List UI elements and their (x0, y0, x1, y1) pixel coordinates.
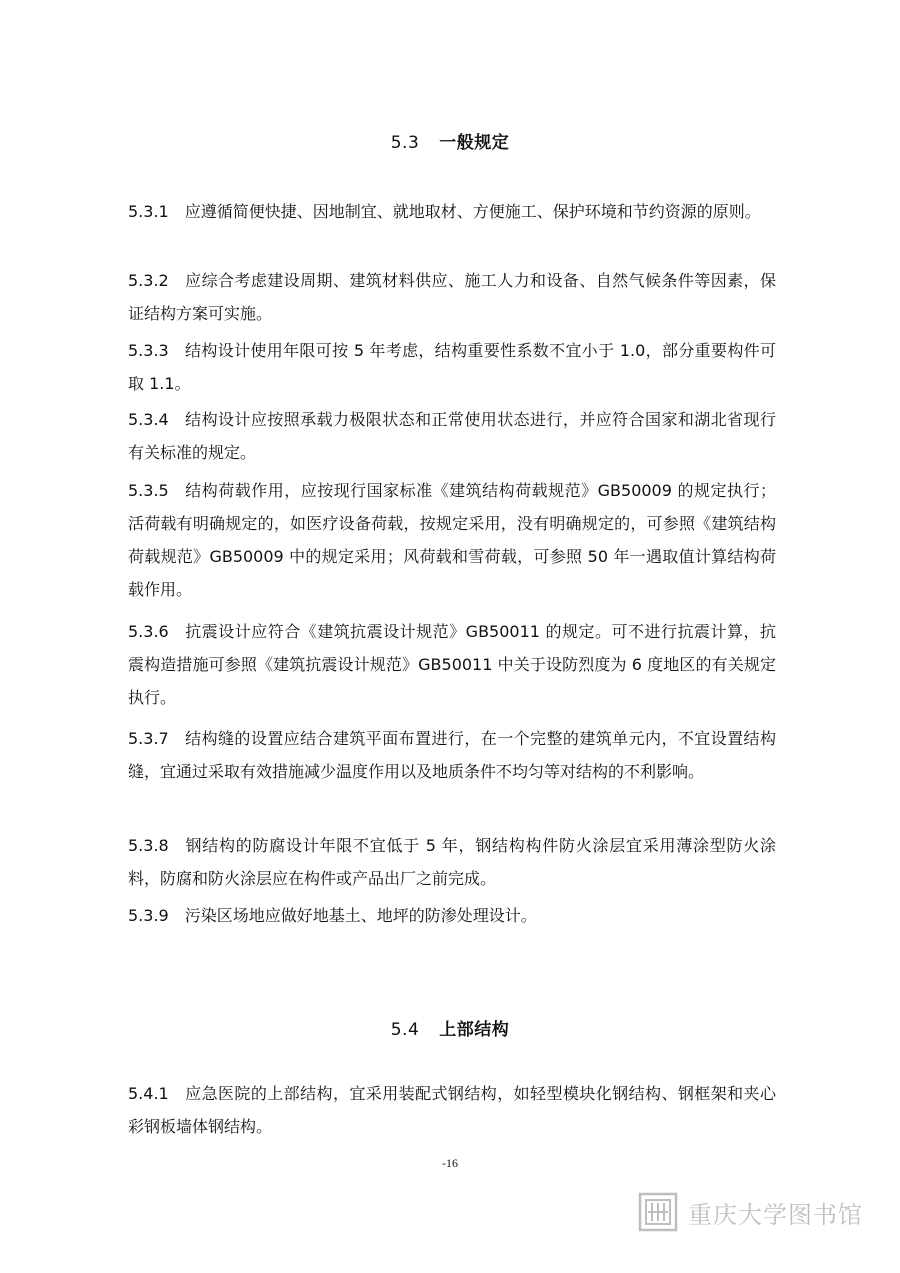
section-title: 上部结构 (439, 1020, 510, 1040)
watermark (638, 1192, 863, 1232)
clause-5-3-5 (128, 474, 776, 606)
clause-number: 5.3.9 (128, 906, 169, 925)
library-logo-icon (638, 1192, 678, 1232)
clause-5-3-2 (128, 264, 776, 330)
clause-number: 5.3.7 (128, 729, 169, 748)
clause-text: 结构缝的设置应结合建筑平面布置进行，在一个完整的建筑单元内，不宜设置结构缝，宜通过采取有效措施减少温度作用以及地质条件不均匀等对结构的不利影响。 (128, 729, 776, 781)
section-title: 一般规定 (439, 133, 510, 153)
clause-number: 5.3.6 (128, 622, 169, 641)
section-heading-5-3 (0, 128, 900, 153)
clause-number: 5.3.2 (128, 271, 169, 290)
clause-number: 5.4.1 (128, 1084, 169, 1103)
clause-number: 5.3.8 (128, 836, 169, 855)
clause-text: 结构设计使用年限可按 5 年考虑，结构重要性系数不宜小于 1.0，部分重要构件可取 1.1。 (128, 341, 776, 393)
clause-text: 结构荷载作用，应按现行国家标准《建筑结构荷载规范》GB50009 的规定执行；活荷载有明确规定的，如医疗设备荷载，按规定采用，没有明确规定的，可参照《建筑结构荷载规范》GB50009 中的规定采用；风荷载和雪荷载，可参照 50 年一遇取值计算结构荷载作用。 (128, 481, 776, 599)
clause-number: 5.3.4 (128, 410, 169, 429)
clause-number: 5.3.1 (128, 202, 169, 221)
clause-5-3-1 (128, 195, 776, 228)
clause-5-3-6 (128, 615, 776, 714)
clause-5-3-9 (128, 899, 776, 932)
clause-number: 5.3.5 (128, 481, 169, 500)
clause-5-3-4 (128, 403, 776, 469)
watermark-text: 重庆大学图书馆 (688, 1200, 863, 1229)
clause-text: 结构设计应按照承载力极限状态和正常使用状态进行，并应符合国家和湖北省现行有关标准的规定。 (128, 410, 776, 462)
page-number: -16 (442, 1156, 458, 1170)
clause-5-3-8 (128, 829, 776, 895)
section-heading-5-4 (0, 1015, 900, 1040)
clause-text: 应急医院的上部结构，宜采用装配式钢结构，如轻型模块化钢结构、钢框架和夹心彩钢板墙体钢结构。 (128, 1084, 776, 1136)
clause-text: 污染区场地应做好地基土、地坪的防渗处理设计。 (184, 906, 537, 925)
section-number: 5.3 (390, 133, 420, 153)
clause-number: 5.3.3 (128, 341, 169, 360)
clause-5-3-3 (128, 334, 776, 400)
clause-text: 钢结构的防腐设计年限不宜低于 5 年，钢结构构件防火涂层宜采用薄涂型防火涂料，防腐和防火涂层应在构件或产品出厂之前完成。 (128, 836, 776, 888)
clause-5-4-1 (128, 1077, 776, 1143)
clause-text: 应综合考虑建设周期、建筑材料供应、施工人力和设备、自然气候条件等因素，保证结构方案可实施。 (128, 271, 776, 323)
clause-text: 应遵循简便快捷、因地制宜、就地取材、方便施工、保护环境和节约资源的原则。 (184, 202, 761, 221)
clause-5-3-7 (128, 722, 776, 788)
clause-text: 抗震设计应符合《建筑抗震设计规范》GB50011 的规定。可不进行抗震计算，抗震构造措施可参照《建筑抗震设计规范》GB50011 中关于设防烈度为 6 度地区的有关规定执行。 (128, 622, 776, 707)
section-number: 5.4 (390, 1020, 420, 1040)
